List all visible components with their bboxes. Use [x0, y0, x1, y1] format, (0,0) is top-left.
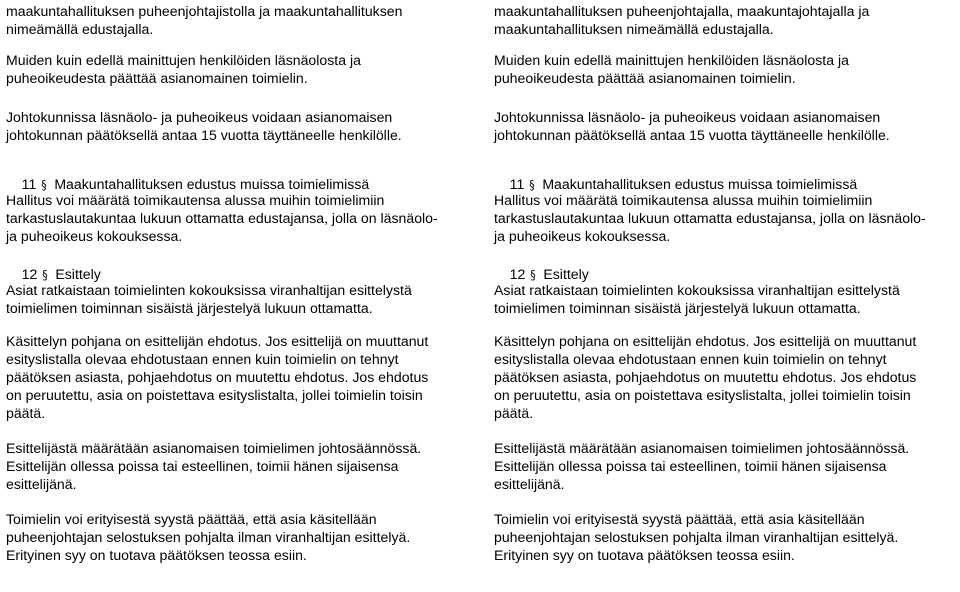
right-paragraph-6: Käsittelyn pohjana on esittelijän ehdotus. Jos esittelijä on muuttanut esityslistalla olevaa ehdotustaan ennen kuin toimielin on tehnyt päätöksen asiasta, pohjaehdotus on muutettu ehdotus. Jos ehdotus on peruutettu, asia on poistettava esityslistalta, jollei toimielin toisin päätä. — [494, 333, 917, 421]
section-sign-icon: § — [42, 268, 49, 282]
left-paragraph-4: Hallitus voi määrätä toimikautensa alussa muihin toimielimiin tarkastuslautakuntaa lukuun ottamatta edustajansa, jolla on läsnäolo- ja puheoikeus kokouksessa. — [6, 192, 438, 244]
left-section-12-number: 12 — [21, 266, 38, 282]
right-paragraph-2: Muiden kuin edellä mainittujen henkilöiden läsnäolosta ja puheoikeudesta päättää asianomainen toimielin. — [494, 52, 849, 86]
section-sign-icon: § — [530, 268, 537, 282]
right-paragraph-1: maakuntahallituksen puheenjohtajalla, maakuntajohtajalla ja maakuntahallituksen nimeämällä edustajalla. — [494, 3, 870, 37]
right-section-11-title: Maakuntahallituksen edustus muissa toimielimissä — [542, 176, 858, 192]
section-sign-icon: § — [41, 178, 48, 192]
left-paragraph-3: Johtokunnissa läsnäolo- ja puheoikeus voidaan asianomaisen johtokunnan päätöksellä antaa 15 vuotta täyttäneelle henkilölle. — [6, 109, 402, 143]
right-paragraph-4: Hallitus voi määrätä toimikautensa alussa muihin toimielimiin tarkastuslautakuntaa lukuun ottamatta edustajansa, jolla on läsnäolo- ja puheoikeus kokouksessa. — [494, 192, 926, 244]
left-paragraph-8: Toimielin voi erityisestä syystä päättää, että asia käsitellään puheenjohtajan selostuksen pohjalta ilman viranhaltijan esittelyä. Erityinen syy on tuotava päätöksen teossa esiin. — [6, 511, 411, 563]
right-paragraph-5: Asiat ratkaistaan toimielinten kokouksissa viranhaltijan esittelystä toimielimen toiminnan sisäistä järjestelyä lukuun ottamatta. — [494, 282, 900, 316]
left-paragraph-2: Muiden kuin edellä mainittujen henkilöiden läsnäolosta ja puheoikeudesta päättää asianomainen toimielin. — [6, 52, 361, 86]
left-paragraph-6: Käsittelyn pohjana on esittelijän ehdotus. Jos esittelijä on muuttanut esityslistalla olevaa ehdotustaan ennen kuin toimielin on tehnyt päätöksen asiasta, pohjaehdotus on muutettu ehdotus. Jos ehdotus on peruutettu, asia on poistettava esityslistalta, jollei toimielin toisin päätä. — [6, 333, 429, 421]
right-paragraph-7: Esittelijästä määrätään asianomaisen toimielimen johtosäännössä. Esittelijän ollessa poissa tai esteellinen, toimii hänen sijaisensa esittelijänä. — [494, 440, 910, 492]
right-paragraph-3: Johtokunnissa läsnäolo- ja puheoikeus voidaan asianomaisen johtokunnan päätöksellä antaa 15 vuotta täyttäneelle henkilölle. — [494, 109, 890, 143]
left-paragraph-7: Esittelijästä määrätään asianomaisen toimielimen johtosäännössä. Esittelijän ollessa poissa tai esteellinen, toimii hänen sijaisensa esittelijänä. — [6, 440, 422, 492]
left-section-12-title: Esittely — [55, 266, 101, 282]
left-paragraph-5: Asiat ratkaistaan toimielinten kokouksissa viranhaltijan esittelystä toimielimen toiminnan sisäistä järjestelyä lukuun ottamatta. — [6, 282, 412, 316]
right-section-11-number: 11 — [509, 176, 525, 192]
right-section-12-title: Esittely — [543, 266, 589, 282]
right-section-12-number: 12 — [509, 266, 526, 282]
left-section-11-number: 11 — [21, 176, 37, 192]
right-paragraph-8: Toimielin voi erityisestä syystä päättää, että asia käsitellään puheenjohtajan selostuksen pohjalta ilman viranhaltijan esittelyä. Erityinen syy on tuotava päätöksen teossa esiin. — [494, 511, 899, 563]
left-paragraph-1: maakuntahallituksen puheenjohtajistolla ja maakuntahallituksen nimeämällä edustajalla. — [6, 3, 403, 37]
left-section-11-title: Maakuntahallituksen edustus muissa toimielimissä — [54, 176, 370, 192]
section-sign-icon: § — [529, 178, 536, 192]
